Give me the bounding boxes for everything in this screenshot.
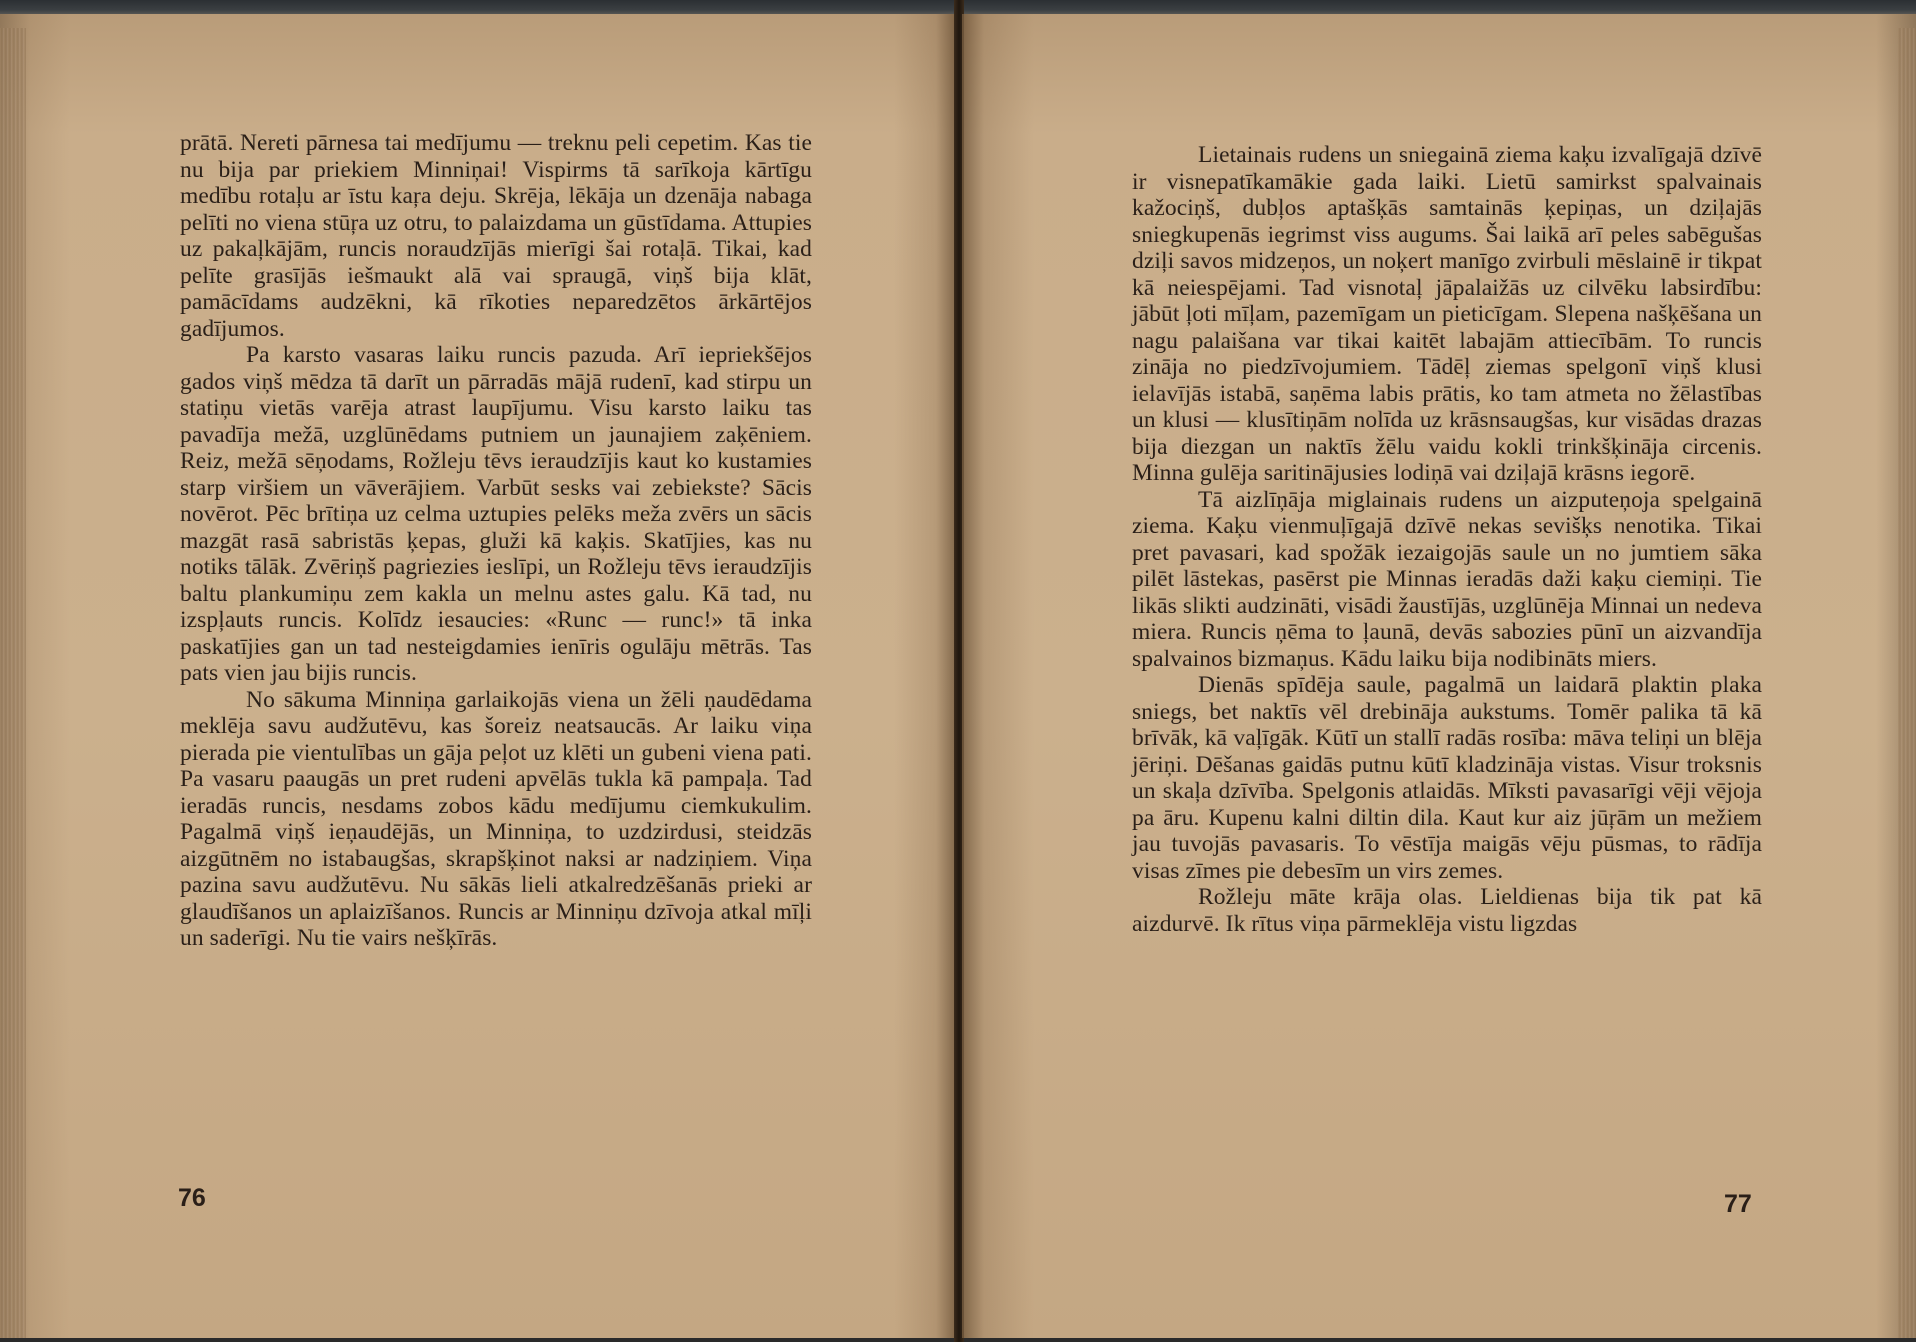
paragraph: Dienās spīdēja saule, pagalmā un laidarā plaktin plaka sniegs, bet naktīs vēl drebināja aukstums. Tomēr palika tā kā brīvāk, kā vaļīgāk. Kūtī un stallī radās rosība: māva teliņi un blēja jēriņi. Dēšanas gaidās putnu kūtī kladzināja vistas. Visur troksnis un skaļa dzīvība. Spelgonis atlaidās. Mīksti pavasarīgi vēji vējoja pa āru. Kupenu kalni diltin dila. Kaut kur aiz jūŗām un mežiem jau tuvojās pavasaris. To vēstīja maigās vēju pūsmas, to rādīja visas zīmes pie debesīm un virs zemes. bbox=[1132, 672, 1762, 884]
right-page-text bbox=[1132, 142, 1762, 937]
paragraph: No sākuma Minniņa garlaikojās viena un žēli ņaudēdama meklēja savu audžutēvu, kas šoreiz neatsaucās. Ar laiku viņa pierada pie vientulības un gāja peļot uz klēti un gubeni viena pati. Pa vasaru paaugās un pret rudeni apvēlās tukla kā pampaļa. Tad ieradās runcis, nesdams zobos kādu medījumu ciemkukulim. Pagalmā viņš ieņaudējās, un Minniņa, to uzdzirdusi, steidzās aizgūtnēm no istabaugšas, skrapšķinot naksi ar nadziņiem. Viņa pazina savu audžutēvu. Nu sākās lieli atkalredzēšanās prieki ar glaudīšanos un aplaizīšanos. Runcis ar Minniņu dzīvoja atkal mīļi un saderīgi. Nu tie vairs nešķīrās. bbox=[180, 686, 812, 951]
left-page-text bbox=[180, 130, 812, 952]
paragraph: Rožleju māte krāja olas. Lieldienas bija tik pat kā aizdurvē. Ik rītus viņa pārmeklēja vistu ligzdas bbox=[1132, 884, 1762, 937]
paragraph: Pa karsto vasaras laiku runcis pazuda. Arī iepriekšējos gados viņš mēdza tā darīt un pārradās mājā rudenī, kad stirpu un statiņu vietās varēja atrast laupījumu. Visu karsto laiku tas pavadīja mežā, uzglūnēdams putniem un jaunajiem zaķēniem. Reiz, mežā sēņodams, Rožleju tēvs ieraudzījis kaut ko kustamies starp viršiem un vāverājiem. Varbūt sesks vai zebiekste? Sācis novērot. Pēc brītiņa uz celma uztupies pelēks meža zvērs un sācis mazgāt rasā sabristās ķepas, gluži kā kaķis. Skatījies, kas nu notiks tālāk. Zvēriņš pagriezies ieslīpi, un Rožleju tēvs ieraudzījis baltu plankumiņu zem kakla un melnu astes galu. Kā tad, nu izspļauts runcis. Kolīdz iesaucies: «Runc — runc!» tā inka paskatījies gan un tad nesteigdamies ienīris ogulāju mētrās. Tas pats vien jau bijis runcis. bbox=[180, 342, 812, 686]
right-page-edge bbox=[1898, 28, 1916, 1338]
paragraph: prātā. Nereti pārnesa tai medījumu — treknu peli cepetim. Kas tie nu bija par priekiem Minniņai! Vispirms tā sarīkoja kārtīgu medību rotaļu ar īstu kaŗa deju. Skrēja, lēkāja un dzenāja nabaga pelīti no viena stūŗa uz otru, to palaizdama un gūstīdama. Attupies uz pakaļkājām, runcis noraudzījās mierīgi šai rotaļā. Tikai, kad pelīte grasījās iešmaukt alā vai spraugā, viņš bija klāt, pamācīdams audzēkni, kā rīkoties neparedzētos ārkārtējos gadījumos. bbox=[180, 130, 812, 342]
page-number: 76 bbox=[178, 1184, 206, 1212]
paragraph: Tā aizlīņāja miglainais rudens un aizputeņoja spelgainā ziema. Kaķu vienmuļīgajā dzīvē nekas sevišķs nenotika. Tikai pret pavasari, kad spožāk iezaigojās saule un no jumtiem sāka pilēt lāstekas, pasērst pie Minnas ieradās daži kaķu ciemiņi. Tie likās slikti audzināti, visādi žaustījās, uzglūnēja Minnai un nedeva miera. Runcis ņēma to ļaunā, devās sabozies pūnī un aizvandīja spalvainos bizmaņus. Kādu laiku bija nodibināts miers. bbox=[1132, 486, 1762, 672]
paragraph: Lietainais rudens un sniegainā ziema kaķu izvalīgajā dzīvē ir visnepatīkamākie gada laiki. Lietū samirkst spalvainais kažociņš, dubļos aptašķās samtainās ķepiņas, un dziļajās sniegkupenās iegrimst viss augums. Šai laikā arī peles sabēgušas dziļi savos midzeņos, un noķert manīgo zvirbuli mēslainē ir tikpat kā neiespējami. Tad visnotaļ jāpalaižās uz cilvēku labsirdību: jābūt ļoti mīļam, pazemīgam un pieticīgam. Slepena našķēšana un nagu palaišana var tikai kaitēt labajām attiecībām. To runcis zināja no piedzīvojumiem. Tādēļ ziemas spelgonī viņš klusi ielavījās istabā, saņēma labis prātis, ko tam atmeta no žēlastības un klusi — klusītiņām nolīda uz krāsnsaugšas, kur visādas drazas bija diezgan un naktīs žēlu vaidu kokli trinkšķināja circenis. Minna gulēja saritinājusies lodiņā vai dziļajā krāsns iegorē. bbox=[1132, 142, 1762, 486]
right-page bbox=[962, 14, 1916, 1338]
left-page-edge bbox=[0, 28, 26, 1338]
page-number: 77 bbox=[1724, 1190, 1752, 1218]
left-page bbox=[0, 14, 956, 1338]
